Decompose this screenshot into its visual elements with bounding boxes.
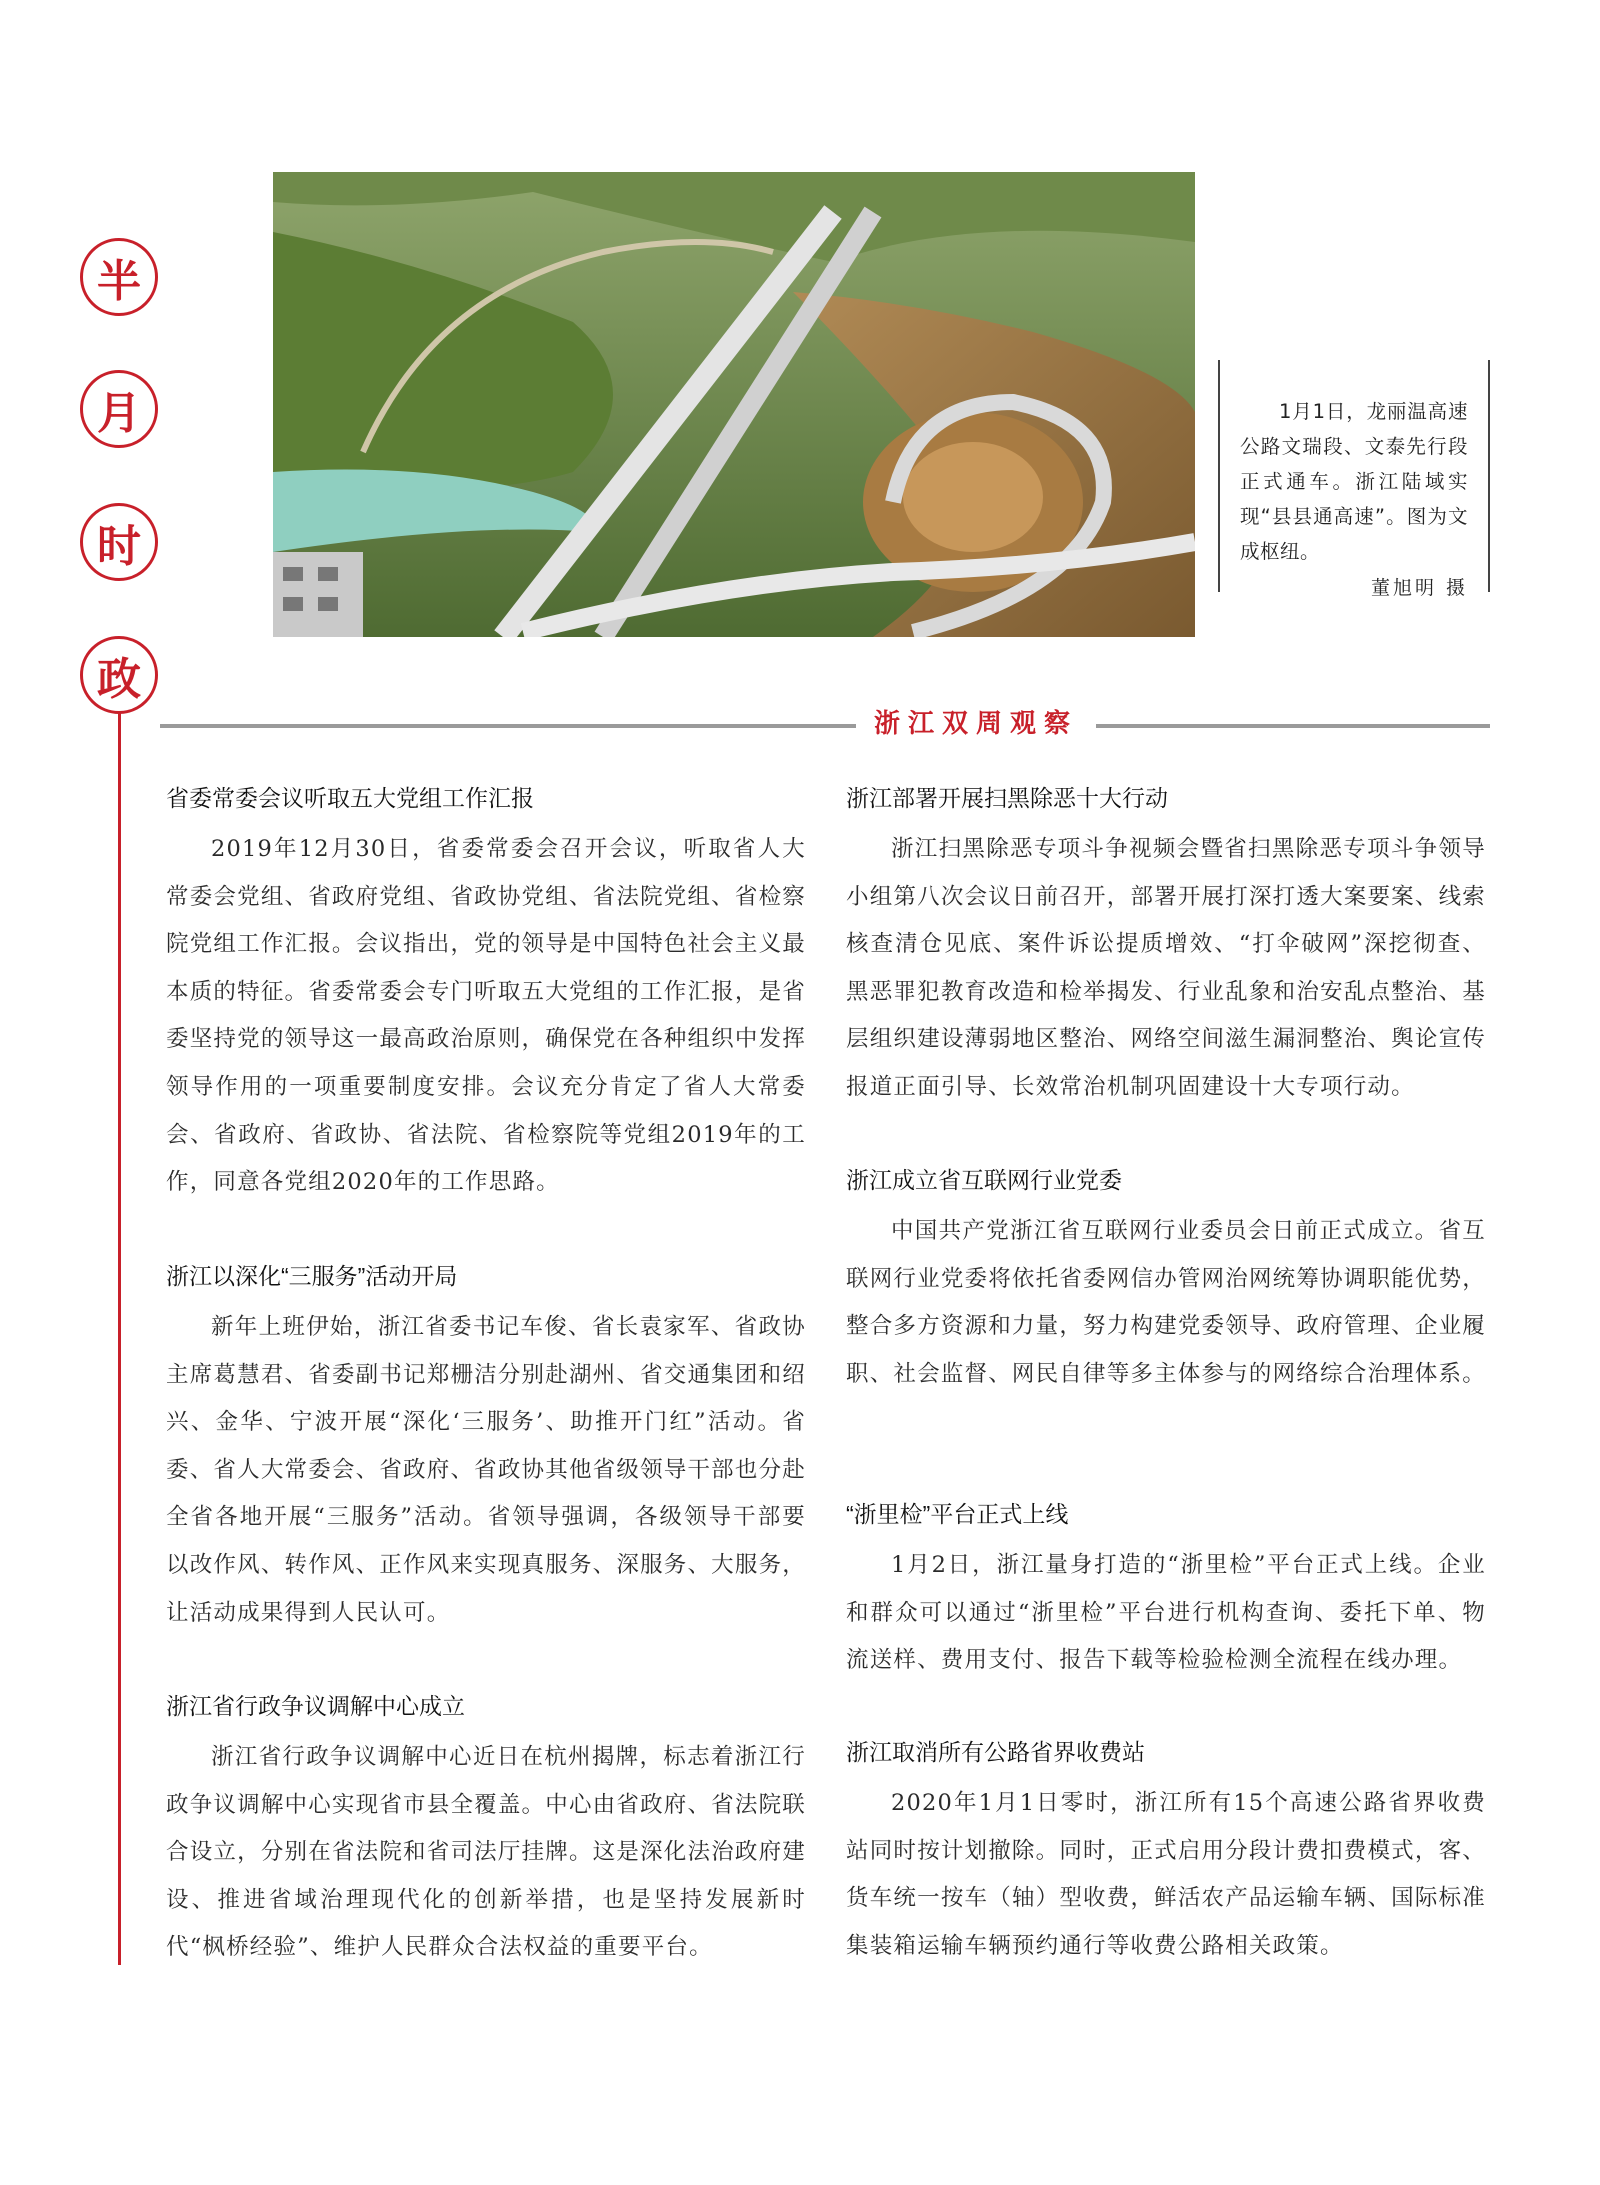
article-title: 省委常委会议听取五大党组工作汇报 xyxy=(166,785,534,811)
article-body: 中国共产党浙江省互联网行业委员会日前正式成立。省互联网行业党委将依托省委网信办管网治网统筹协调职能优势，整合多方资源和力量，努力构建党委领导、政府管理、企业履职、社会监督、网民自律等多主体参与的网络综合治理体系。 xyxy=(846,1218,1486,1387)
article-body: 1月2日，浙江量身打造的“浙里检”平台正式上线。企业和群众可以通过“浙里检”平台进行机构查询、委托下单、物流送样、费用支付、报告下载等检验检测全流程在线办理。 xyxy=(846,1552,1486,1674)
photo-caption xyxy=(1218,360,1490,599)
highway-photo xyxy=(273,172,1195,637)
section-header xyxy=(160,704,1490,744)
section-rule-line xyxy=(160,724,1490,728)
article xyxy=(846,1166,1486,1398)
article-body: 2020年1月1日零时，浙江所有15个高速公路省界收费站同时按计划撤除。同时，正式启用分段计费扣费模式，客、货车统一按车（轴）型收费，鲜活农产品运输车辆、国际标准集装箱运输车辆预约通行等收费公路相关政策。 xyxy=(846,1790,1486,1959)
article-body: 浙江省行政争议调解中心近日在杭州揭牌，标志着浙江行政争议调解中心实现省市县全覆盖。中心由省政府、省法院联合设立，分别在省法院和省司法厅挂牌。这是深化法治政府建设、推进省域治理现代化的创新举措，也是坚持发展新时代“枫桥经验”、维护人民群众合法权益的重要平台。 xyxy=(166,1744,806,1961)
caption-text: 1月1日，龙丽温高速公路文瑞段、文泰先行段正式通车。浙江陆域实现“县县通高速”。图为文成枢纽。 xyxy=(1240,400,1468,563)
article-body: 浙江扫黑除恶专项斗争视频会暨省扫黑除恶专项斗争领导小组第八次会议日前召开，部署开展打深打透大案要案、线索核查清仓见底、案件诉讼提质增效、“打伞破网”深挖彻查、黑恶罪犯教育改造和检举揭发、行业乱象和治安乱点整治、基层组织建设薄弱地区整治、网络空间滋生漏洞整治、舆论宣传报道正面引导、长效常治机制巩固建设十大专项行动。 xyxy=(846,836,1486,1100)
section-title: 浙江双周观察 xyxy=(856,704,1096,744)
article-title: 浙江部署开展扫黑除恶十大行动 xyxy=(846,785,1168,811)
article-title: 浙江取消所有公路省界收费站 xyxy=(846,1739,1145,1765)
article xyxy=(166,1692,806,1972)
column-label-char: 月 xyxy=(80,370,158,448)
article xyxy=(846,784,1486,1112)
article-body: 2019年12月30日，省委常委会召开会议，听取省人大常委会党组、省政府党组、省政协党组、省法院党组、省检察院党组工作汇报。会议指出，党的领导是中国特色社会主义最本质的特征。省委常委会专门听取五大党组的工作汇报，是省委坚持党的领导这一最高政治原则，确保党在各种组织中发挥领导作用的一项重要制度安排。会议充分肯定了省人大常委会、省政府、省政协、省法院、省检察院等党组2019年的工作，同意各党组2020年的工作思路。 xyxy=(166,836,806,1196)
article-title: 浙江省行政争议调解中心成立 xyxy=(166,1693,465,1719)
column-label-char: 政 xyxy=(80,636,158,714)
article-title: 浙江成立省互联网行业党委 xyxy=(846,1167,1122,1193)
article xyxy=(846,1738,1486,1970)
article-body: 新年上班伊始，浙江省委书记车俊、省长袁家军、省政协主席葛慧君、省委副书记郑栅洁分别赴湖州、省交通集团和绍兴、金华、宁波开展“深化‘三服务’、助推开门红”活动。省委、省人大常委会、省政府、省政协其他省级领导干部也分赴全省各地开展“三服务”活动。省领导强调，各级领导干部要以改作风、转作风、正作风来实现真服务、深服务、大服务，让活动成果得到人民认可。 xyxy=(166,1314,806,1626)
article-title: 浙江以深化“三服务”活动开局 xyxy=(166,1263,458,1289)
article xyxy=(166,784,806,1207)
article-title: “浙里检”平台正式上线 xyxy=(846,1501,1069,1527)
column-divider xyxy=(118,680,121,1965)
column-label-char: 半 xyxy=(80,238,158,316)
photo-credit: 董旭明 摄 xyxy=(1370,577,1468,599)
article xyxy=(846,1500,1486,1685)
column-label-char: 时 xyxy=(80,503,158,581)
article xyxy=(166,1262,806,1637)
